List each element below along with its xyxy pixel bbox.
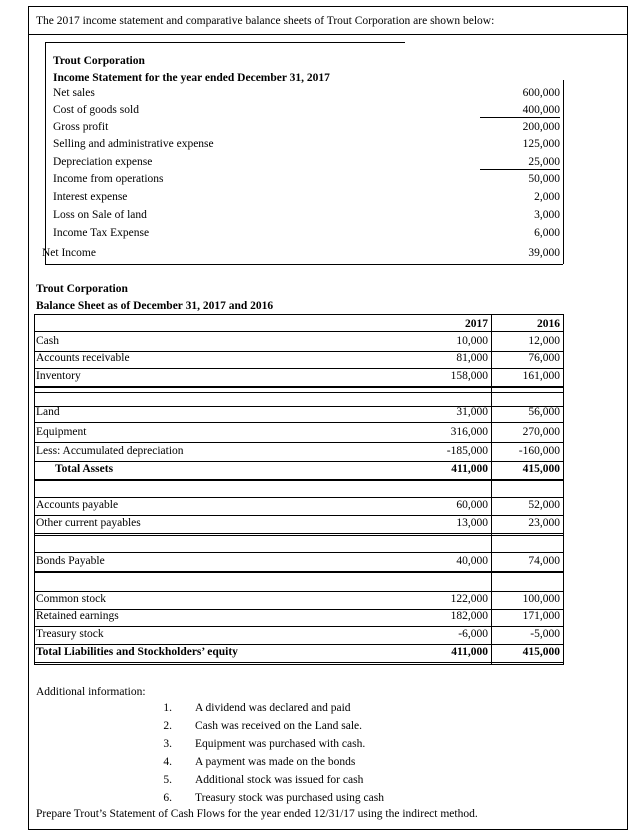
divider bbox=[34, 314, 35, 664]
balance-row-label: Retained earnings bbox=[36, 610, 119, 622]
row-rule bbox=[34, 479, 564, 480]
divider bbox=[45, 42, 405, 43]
balance-row-2016: 12,000 bbox=[528, 335, 560, 347]
balance-row-label: Total Liabilities and Stockholders’ equity bbox=[36, 646, 238, 658]
income-row-value: 125,000 bbox=[522, 138, 560, 150]
income-row-value: 6,000 bbox=[534, 227, 560, 239]
balance-row-2017: 122,000 bbox=[450, 593, 488, 605]
assignment-prompt: Prepare Trout’s Statement of Cash Flows for the year ended 12/31/17 using the indirect method. bbox=[36, 808, 478, 820]
income-row-value: 600,000 bbox=[522, 87, 560, 99]
balance-row-2016: 171,000 bbox=[522, 610, 560, 622]
balance-row-2017: 31,000 bbox=[456, 406, 488, 418]
balance-row-2017: 81,000 bbox=[456, 352, 488, 364]
additional-item-text: Equipment was purchased with cash. bbox=[195, 738, 366, 750]
additional-item-number: 4. bbox=[163, 756, 172, 768]
divider bbox=[45, 264, 563, 265]
balance-row-2016: 270,000 bbox=[522, 426, 560, 438]
additional-item-number: 2. bbox=[163, 720, 172, 732]
year-2017-header: 2017 bbox=[465, 318, 488, 330]
additional-heading: Additional information: bbox=[36, 686, 146, 698]
balance-row-2016: 415,000 bbox=[522, 646, 560, 658]
row-rule bbox=[34, 662, 564, 663]
balance-row-2017: 316,000 bbox=[450, 426, 488, 438]
row-rule bbox=[34, 533, 564, 534]
income-row-label: Net sales bbox=[53, 87, 95, 99]
income-title: Income Statement for the year ended December 31, 2017 bbox=[53, 72, 330, 84]
additional-item-number: 1. bbox=[163, 702, 172, 714]
additional-item-text: A payment was made on the bonds bbox=[195, 756, 356, 768]
income-row-value: 400,000 bbox=[480, 103, 560, 118]
income-row-value: 50,000 bbox=[528, 173, 560, 185]
divider bbox=[34, 314, 564, 315]
balance-row-label: Accounts receivable bbox=[36, 352, 130, 364]
balance-row-label: Total Assets bbox=[55, 463, 114, 475]
balance-row-2017: 182,000 bbox=[450, 610, 488, 622]
divider bbox=[34, 572, 564, 573]
row-rule bbox=[34, 422, 564, 423]
divider bbox=[34, 664, 564, 665]
balance-row-2017: 411,000 bbox=[451, 463, 488, 475]
balance-row-2016: -5,000 bbox=[530, 628, 560, 640]
balance-row-2016: 23,000 bbox=[528, 517, 560, 529]
balance-row-2017: 60,000 bbox=[456, 499, 488, 511]
balance-row-2017: 40,000 bbox=[456, 555, 488, 567]
income-row-value: 25,000 bbox=[480, 155, 560, 170]
balance-row-label: Other current payables bbox=[36, 517, 141, 529]
balance-row-2017: 10,000 bbox=[456, 335, 488, 347]
net-income-label: Net Income bbox=[42, 247, 96, 259]
balance-row-label: Cash bbox=[36, 335, 59, 347]
divider bbox=[34, 331, 564, 332]
row-rule bbox=[34, 442, 564, 443]
balance-row-2016: 74,000 bbox=[528, 555, 560, 567]
balance-row-label: Inventory bbox=[36, 370, 81, 382]
row-rule bbox=[34, 386, 564, 387]
divider bbox=[34, 387, 564, 388]
intro-text: The 2017 income statement and comparative balance sheets of Trout Corporation are shown below: bbox=[36, 15, 495, 27]
income-row-label: Income from operations bbox=[53, 173, 164, 185]
balance-company: Trout Corporation bbox=[36, 283, 128, 295]
balance-row-label: Treasury stock bbox=[36, 628, 104, 640]
balance-row-2017: 158,000 bbox=[450, 370, 488, 382]
additional-item-text: Cash was received on the Land sale. bbox=[195, 720, 363, 732]
income-row-label: Loss on Sale of land bbox=[53, 209, 147, 221]
income-row-label: Income Tax Expense bbox=[53, 227, 150, 239]
additional-item-text: A dividend was declared and paid bbox=[195, 702, 351, 714]
balance-title: Balance Sheet as of December 31, 2017 and 2016 bbox=[36, 300, 274, 312]
balance-row-2017: -185,000 bbox=[446, 445, 488, 457]
additional-item-text: Additional stock was issued for cash bbox=[195, 774, 364, 786]
divider bbox=[45, 42, 46, 264]
income-row-label: Depreciation expense bbox=[53, 156, 153, 168]
balance-row-label: Less: Accumulated depreciation bbox=[36, 445, 184, 457]
divider bbox=[563, 314, 564, 664]
divider bbox=[34, 392, 564, 393]
income-row-label: Cost of goods sold bbox=[53, 104, 139, 116]
divider bbox=[28, 34, 628, 35]
divider bbox=[491, 314, 492, 664]
balance-row-2016: 415,000 bbox=[522, 463, 560, 475]
balance-row-2017: -6,000 bbox=[458, 628, 488, 640]
balance-row-2016: 76,000 bbox=[528, 352, 560, 364]
income-row-label: Interest expense bbox=[53, 191, 128, 203]
additional-item-number: 3. bbox=[163, 738, 172, 750]
balance-row-2016: -160,000 bbox=[518, 445, 560, 457]
divider bbox=[34, 480, 564, 481]
balance-row-label: Bonds Payable bbox=[36, 555, 105, 567]
income-row-value: 200,000 bbox=[522, 121, 560, 133]
net-income-value: 39,000 bbox=[528, 247, 560, 259]
row-rule bbox=[34, 571, 564, 572]
additional-item-text: Treasury stock was purchased using cash bbox=[195, 792, 384, 804]
divider bbox=[34, 552, 564, 553]
balance-row-2017: 411,000 bbox=[451, 646, 488, 658]
divider bbox=[563, 80, 564, 264]
balance-row-label: Equipment bbox=[36, 426, 87, 438]
balance-row-2017: 13,000 bbox=[456, 517, 488, 529]
income-company: Trout Corporation bbox=[53, 55, 145, 67]
balance-row-label: Accounts payable bbox=[36, 499, 119, 511]
divider bbox=[34, 535, 564, 536]
balance-row-label: Common stock bbox=[36, 593, 106, 605]
income-row-value: 3,000 bbox=[534, 209, 560, 221]
year-2016-header: 2016 bbox=[537, 318, 560, 330]
balance-row-label: Land bbox=[36, 406, 60, 418]
income-row-label: Gross profit bbox=[53, 121, 109, 133]
additional-item-number: 6. bbox=[163, 792, 172, 804]
balance-row-2016: 56,000 bbox=[528, 406, 560, 418]
additional-item-number: 5. bbox=[163, 774, 172, 786]
balance-row-2016: 100,000 bbox=[522, 593, 560, 605]
income-row-value: 2,000 bbox=[534, 191, 560, 203]
income-row-label: Selling and administrative expense bbox=[53, 138, 214, 150]
balance-row-2016: 52,000 bbox=[528, 499, 560, 511]
balance-row-2016: 161,000 bbox=[522, 370, 560, 382]
